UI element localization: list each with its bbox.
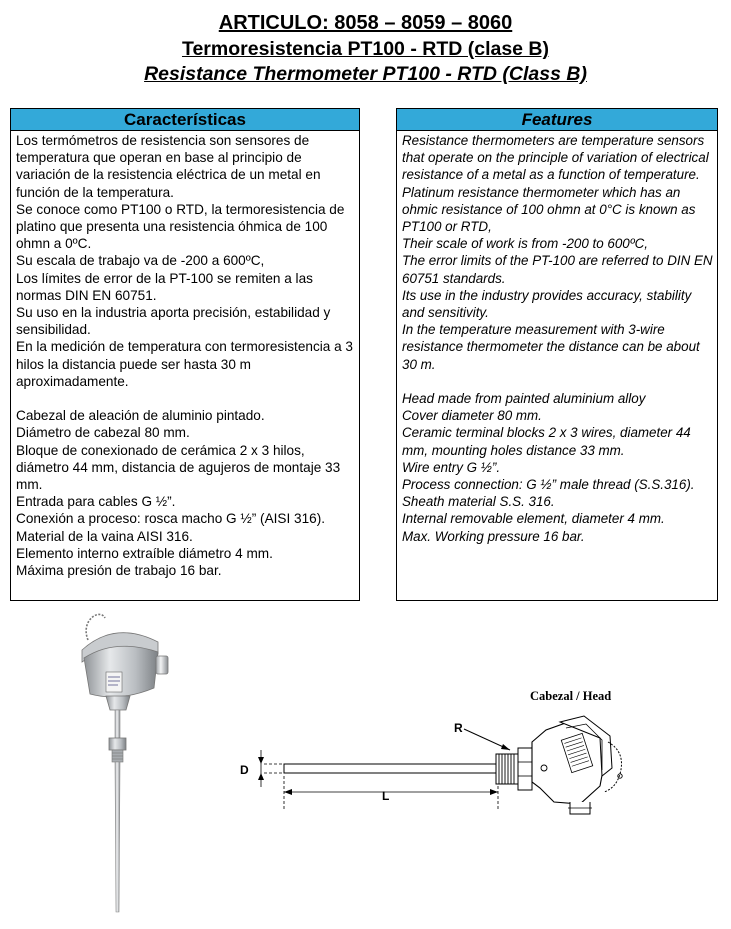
english-paragraph: Their scale of work is from -200 to 600ºC,: [402, 236, 649, 252]
thread-label-r: R: [454, 721, 463, 735]
article-title: ARTICULO: 8058 – 8059 – 8060: [218, 12, 513, 34]
features-english-text: [397, 131, 717, 545]
spanish-paragraph: Elemento interno extraíble diámetro 4 mm.: [16, 545, 273, 561]
english-paragraph: [402, 373, 713, 390]
spanish-paragraph: Bloque de conexionado de cerámica 2 x 3 hilos, diámetro 44 mm, distancia de agujeros de montaje 33 mm.: [16, 442, 341, 493]
features-spanish-heading: Características: [11, 109, 359, 131]
english-paragraph: Its use in the industry provides accuracy, stability and sensitivity.: [402, 287, 692, 321]
head-label: Cabezal / Head: [530, 689, 612, 703]
spanish-paragraph: Los límites de error de la PT-100 se remiten a las normas DIN EN 60751.: [16, 270, 313, 303]
spanish-paragraph: En la medición de temperatura con termoresistencia a 3 hilos la distancia puede ser hasta 30 m aproximadamente.: [16, 339, 353, 389]
english-paragraph: Head made from painted aluminium alloy: [402, 391, 646, 407]
spanish-paragraph: Se conoce como PT100 o RTD, la termoresistencia de platino que presenta una resistencia óhmica de 100 ohmn a 0ºC.: [16, 201, 345, 252]
english-paragraph: In the temperature measurement with 3-wire resistance thermometer the distance can be about 30 m.: [402, 322, 700, 372]
spanish-paragraph: Los termómetros de resistencia son sensores de temperatura que operan en base al principio de variación de la resistencia eléctrica de un metal en función de la temperatura.: [16, 133, 321, 200]
features-spanish-box: [10, 108, 360, 601]
english-paragraph: Ceramic terminal blocks 2 x 3 wires, diameter 44 mm, mounting holes distance 33 mm.: [402, 425, 691, 458]
features-english-heading: Features: [397, 109, 717, 131]
spanish-paragraph: Diámetro de cabezal 80 mm.: [16, 425, 190, 441]
dimension-drawing: [228, 682, 628, 832]
spanish-paragraph: [16, 390, 355, 407]
english-paragraph: Process connection: G ½” male thread (S.S.316).: [402, 477, 695, 493]
spanish-paragraph: Su uso en la industria aporta precisión, estabilidad y sensibilidad.: [16, 305, 331, 338]
english-paragraph: The error limits of the PT-100 are referred to DIN EN 60751 standards.: [402, 253, 713, 286]
spanish-paragraph: Cabezal de aleación de aluminio pintado.: [16, 408, 265, 424]
english-paragraph: Wire entry G ½”.: [402, 459, 501, 475]
english-paragraph: Sheath material S.S. 316.: [402, 494, 555, 510]
spanish-paragraph: Conexión a proceso: rosca macho G ½” (AISI 316).: [16, 511, 326, 527]
english-paragraph: Platinum resistance thermometer which has an ohmic resistance of 100 ohmn at 0°C is known as PT100 or RTD,: [402, 184, 696, 235]
features-english-box: [396, 108, 718, 601]
english-paragraph: Resistance thermometers are temperature sensors that operate on the principle of variation of electrical resistance of a metal as a function of temperature.: [402, 133, 709, 183]
length-label-l: L: [382, 789, 390, 803]
features-spanish-text: [11, 131, 359, 579]
subtitle-spanish: Termoresistencia PT100 - RTD (clase B): [181, 38, 550, 60]
thermometer-photo: [60, 610, 170, 920]
spanish-paragraph: Máxima presión de trabajo 16 bar.: [16, 563, 222, 579]
spanish-paragraph: Su escala de trabajo va de -200 a 600ºC,: [16, 253, 265, 269]
english-paragraph: Cover diameter 80 mm.: [402, 408, 542, 424]
subtitle-english: Resistance Thermometer PT100 - RTD (Class B): [144, 63, 587, 85]
diameter-label-d: D: [240, 763, 249, 777]
spanish-paragraph: Material de la vaina AISI 316.: [16, 528, 193, 544]
english-paragraph: Max. Working pressure 16 bar.: [402, 528, 585, 544]
english-paragraph: Internal removable element, diameter 4 mm.: [402, 511, 665, 527]
spanish-paragraph: Entrada para cables G ½”.: [16, 494, 176, 510]
